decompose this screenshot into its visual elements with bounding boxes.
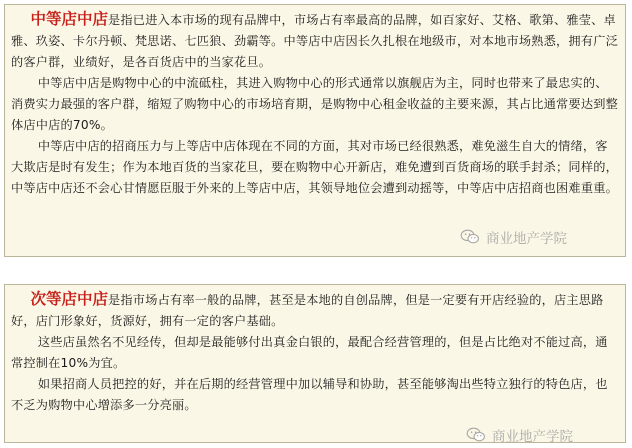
wechat-icon: [466, 427, 486, 443]
section-middle-tier: [4, 4, 626, 257]
section-lower-tier: [4, 284, 626, 443]
paragraph: 中等店中店的招商压力与上等店中店体现在不同的方面，其对市场已经很熟悉，难免滋生自大的情绪，客大欺店是时有发生；作为本地百货的当家花旦，要在购物中心开新店，难免遭到百货商场的联手封杀；同样的，中等店中店还不会心甘情愿臣服于外来的上等店中店，其领导地位会遭到动摇等，中等店中店招商也困难重重。: [11, 139, 618, 195]
paragraph-text: 是指已进入本市场的现有品牌中，市场占有率最高的品牌，如百家好、艾格、歌第、雅莹、卓雅、玖姿、卡尔丹顿、梵思诺、七匹狼、劲霸等。中等店中店因长久扎根在地级市，对本地市场熟悉，拥有广泛的客户群，业绩好，是各百货店中的当家花旦。: [11, 13, 618, 69]
paragraph: 如果招商人员把控的好，并在后期的经营管理中加以辅导和协助，甚至能够淘出些特立独行的特色店，也不乏为购物中心增添多一分亮丽。: [11, 377, 608, 412]
wechat-icon: [460, 229, 480, 245]
section-title: 次等店中店: [30, 290, 109, 308]
watermark: [460, 227, 567, 247]
paragraph: [11, 289, 619, 332]
paragraph: 这些店虽然名不见经传，但却是最能够付出真金白银的，最配合经营管理的，但是占比绝对不能过高，通常控制在10%为宜。: [11, 335, 608, 370]
paragraph-text: 是指市场占有率一般的品牌，甚至是本地的自创品牌，但是一定要有开店经验的，店主思路好，店门形象好，货源好，拥有一定的客户基础。: [11, 293, 604, 328]
watermark: [466, 425, 573, 445]
paragraph: 中等店中店是购物中心的中流砥柱，其进入购物中心的形式通常以旗舰店为主，同时也带来了最忠实的、消费实力最强的客户群，缩短了购物中心的市场培育期，是购物中心租金收益的主要来源，其占比通常要达到整体店中店的70%。: [11, 76, 618, 132]
section-title: 中等店中店: [30, 10, 109, 28]
watermark-text: 商业地产学院: [492, 429, 573, 445]
paragraph: [11, 9, 619, 73]
watermark-text: 商业地产学院: [486, 231, 567, 247]
